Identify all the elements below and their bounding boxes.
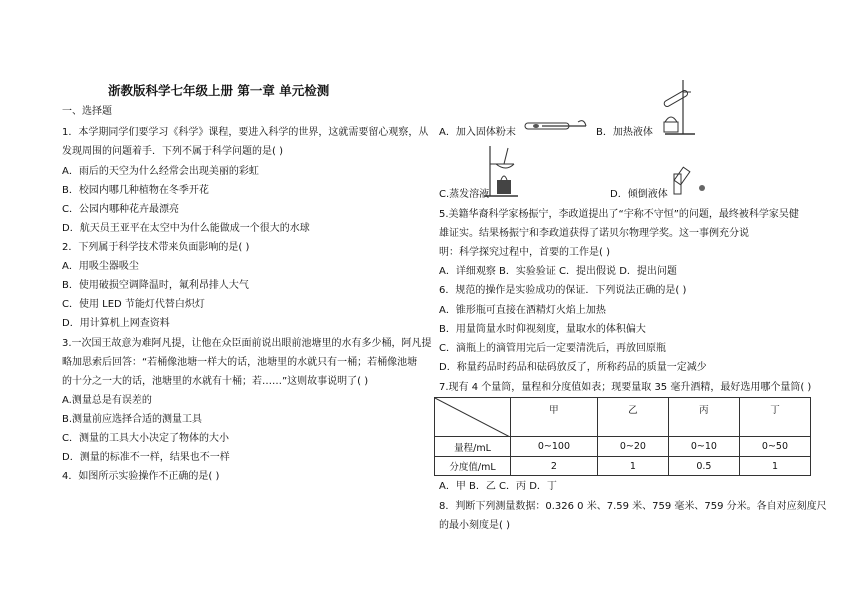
q4-option-b-label: B．加热液体 <box>596 127 653 138</box>
question-3-line-3: 的十分之一大的话，池塘里的水就有十桶；若……”这则故事说明了( ) <box>62 376 369 387</box>
question-3-option-c: C．测量的工具大小决定了物体的大小 <box>62 433 229 444</box>
question-8-line-1: 8．判断下列测量数据：0.326 0 米、7.59 米、759 毫米、759 分米。各自对应刻度尺 <box>439 501 827 512</box>
table-cell: 0.5 <box>668 457 739 476</box>
question-4: 4．如图所示实验操作不正确的是( ) <box>62 471 220 482</box>
question-3-option-b: B.测量前应选择合适的测量工具 <box>62 414 203 425</box>
question-1-option-d: D．航天员王亚平在太空中为什么能做成一个很大的水球 <box>62 223 310 234</box>
question-1-line-2: 发现周围的问题着手．下列不属于科学问题的是( ) <box>62 146 283 157</box>
table-header: 丁 <box>739 398 810 437</box>
question-7: 7.现有 4 个量筒，量程和分度值如表；现要量取 35 毫升酒精，最好选用哪个量筒( ) <box>439 382 812 393</box>
table-row-label: 量程/mL <box>435 437 511 457</box>
question-2: 2．下列属于科学技术带来负面影响的是( ) <box>62 242 250 253</box>
heating-liquid-illustration <box>655 76 700 138</box>
question-1-line-1: 1．本学期同学们要学习《科学》课程，要进入科学的世界，这就需要留心观察，从 <box>62 127 429 138</box>
question-3-line-1: 3.一次国王故意为难阿凡提，让他在众臣面前说出眼前池塘里的水有多少桶，阿凡提 <box>62 338 432 349</box>
question-6-option-a: A．锥形瓶可直接在酒精灯火焰上加热 <box>439 305 606 316</box>
question-6: 6．规范的操作是实验成功的保证．下列说法正确的是( ) <box>439 285 687 296</box>
table-cell: 0~10 <box>668 437 739 457</box>
page-title: 浙教版科学七年级上册 第一章 单元检测 <box>108 83 330 98</box>
diagonal-divider <box>435 398 510 437</box>
table-cell: 0~50 <box>739 437 810 457</box>
question-1-option-b: B．校园内哪几种植物在冬季开花 <box>62 185 209 196</box>
question-5-line-2: 雄证实。结果杨振宁和李政道获得了诺贝尔物理学奖。这一事例充分说 <box>439 228 749 239</box>
question-3-line-2: 略加思索后回答：“若桶像池塘一样大的话，池塘里的水就只有一桶；若桶像池塘 <box>62 357 418 368</box>
table-cell: 0~100 <box>511 437 598 457</box>
test-tube-powder-illustration <box>522 115 592 137</box>
question-7-options: A．甲 B．乙 C．丙 D．丁 <box>439 481 557 492</box>
section-heading: 一、选择题 <box>62 106 112 117</box>
table-row <box>435 437 811 457</box>
q4-option-a-label: A．加入固体粉末 <box>439 127 516 138</box>
table-header: 甲 <box>511 398 598 437</box>
question-5-line-3: 明：科学探究过程中，首要的工作是( ) <box>439 247 610 258</box>
question-3-option-a: A.测量总是有误差的 <box>62 395 152 406</box>
question-2-option-c: C．使用 LED 节能灯代替白炽灯 <box>62 299 205 310</box>
table-cell: 0~20 <box>597 437 668 457</box>
question-1-option-c: C．公园内哪种花卉最漂亮 <box>62 204 179 215</box>
question-2-option-b: B．使用破损空调降温时，氟利昂排人大气 <box>62 280 249 291</box>
question-6-option-b: B．用量筒量水时仰视刻度，量取水的体积偏大 <box>439 324 646 335</box>
evaporating-solution-illustration <box>484 144 524 198</box>
question-2-option-a: A．用吸尘器吸尘 <box>62 261 139 272</box>
table-cell: 1 <box>597 457 668 476</box>
table-row-label: 分度值/mL <box>435 457 511 476</box>
table-header: 乙 <box>597 398 668 437</box>
table-cell: 1 <box>739 457 810 476</box>
table-header: 丙 <box>668 398 739 437</box>
question-5-line-1: 5.美籍华裔科学家杨振宁，李政道提出了“宇称不守恒”的问题，最终被科学家吴健 <box>439 209 799 220</box>
question-2-option-d: D．用计算机上网查资料 <box>62 318 170 329</box>
question-5-options: A．详细观察 B．实验验证 C．提出假说 D．提出问题 <box>439 266 677 277</box>
table-row <box>435 457 811 476</box>
question-8-line-2: 的最小刻度是( ) <box>439 520 510 531</box>
question-3-option-d: D．测量的标准不一样，结果也不一样 <box>62 452 230 463</box>
question-6-option-d: D．称量药品时药品和砝码放反了，所称药品的质量一定减少 <box>439 362 707 373</box>
question-1-option-a: A．雨后的天空为什么经常会出现美丽的彩虹 <box>62 166 259 177</box>
q4-option-c-label: C.蒸发溶液 <box>439 189 490 200</box>
question-6-option-c: C．滴瓶上的滴管用完后一定要清洗后，再放回原瓶 <box>439 343 666 354</box>
table-cell: 2 <box>511 457 598 476</box>
q4-option-d-label: D．倾倒液体 <box>610 189 668 200</box>
cylinder-table <box>434 397 811 476</box>
table-corner-cell <box>435 398 511 437</box>
pouring-liquid-illustration <box>668 166 708 196</box>
